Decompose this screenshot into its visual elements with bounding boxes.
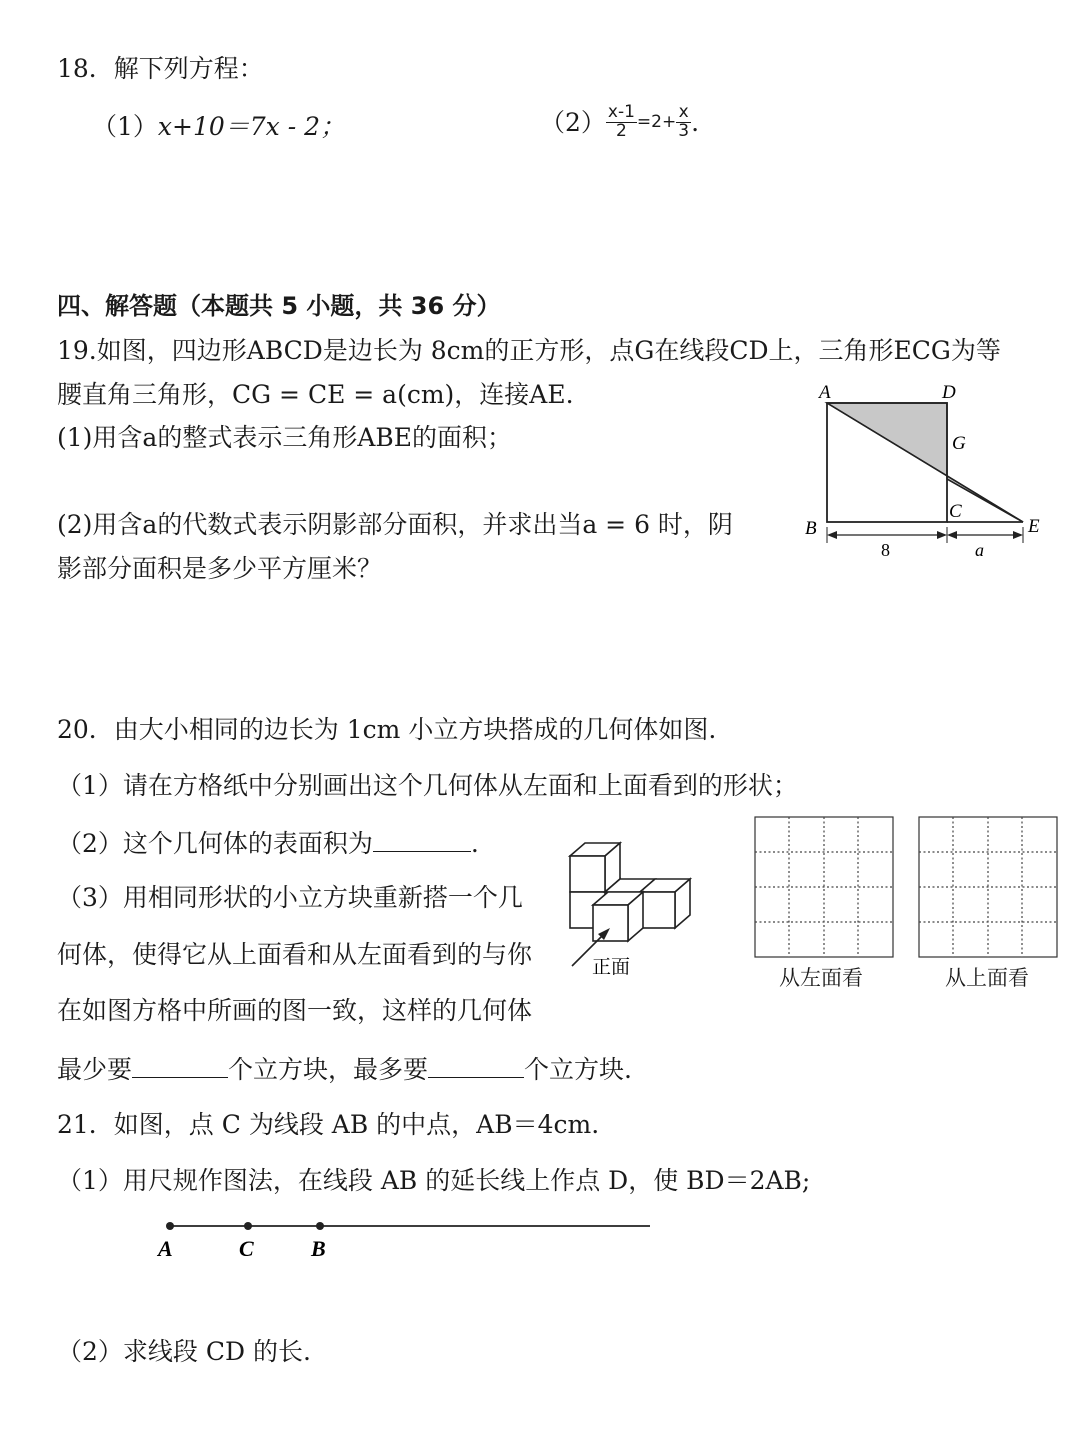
q20-cube-figure [560, 838, 705, 983]
point-label-c: C [949, 501, 962, 522]
q18-part2-label: （2） [540, 107, 606, 137]
q18-part2-period: . [691, 107, 700, 137]
q21-part1: （1）用尺规作图法，在线段 AB 的延长线上作点 D，使 BD＝2AB; [57, 1166, 811, 1195]
fraction-x-over-3 [676, 104, 691, 141]
q20-part2-period: . [470, 829, 479, 858]
point-a [166, 1222, 174, 1230]
q18-part1-label: （1） [92, 112, 158, 141]
q18-part1 [92, 114, 345, 139]
point-label-b: B [311, 1236, 326, 1261]
answer-blank-surface-area[interactable] [373, 829, 471, 852]
dimension-label-bc: 8 [881, 540, 890, 560]
dimension-label-ce: a [975, 540, 984, 560]
q19-square-figure [795, 375, 1055, 565]
left-view-grid[interactable] [754, 816, 894, 958]
q18-part1-equation: x+10＝7x - 2； [157, 112, 346, 141]
fraction-x-minus-1-over-2 [606, 104, 637, 141]
q19-part2-line2: 影部分面积是多少平方厘米？ [57, 554, 383, 583]
arrow-head [1013, 531, 1023, 539]
q19-line1: 19.如图，四边形ABCD是边长为 8cm的正方形，点G在线段CD上，三角形ECG为等 [57, 336, 1001, 365]
q21-line1: 21．如图，点 C 为线段 AB 的中点，AB＝4cm. [57, 1110, 600, 1139]
q21-part2: （2）求线段 CD 的长. [57, 1337, 311, 1366]
fraction-numerator: x [676, 104, 691, 123]
point-label-b: B [805, 518, 817, 539]
point-label-d: D [942, 382, 956, 403]
answer-blank-min-cubes[interactable] [132, 1055, 228, 1078]
arrow-head [827, 531, 837, 539]
arrow-head [947, 531, 957, 539]
q20-max-label: 个立方块，最多要 [228, 1055, 429, 1084]
q20-min-label: 最少要 [57, 1055, 133, 1084]
q20-part3-line4 [57, 1055, 632, 1082]
q20-part2 [57, 829, 479, 856]
q18-part2-middle: =2+ [636, 111, 677, 132]
q19-part1: (1)用含a的整式表示三角形ABE的面积； [57, 423, 512, 452]
q18-title: 18．解下列方程： [57, 54, 264, 83]
fraction-numerator: x-1 [607, 102, 635, 122]
fraction-denominator: 2 [616, 120, 627, 141]
top-view-label: 从上面看 [945, 966, 1029, 990]
q20-part3-line3: 在如图方格中所画的图一致，这样的几何体 [57, 996, 533, 1025]
q20-part1: （1）请在方格纸中分别画出这个几何体从左面和上面看到的形状； [57, 771, 798, 800]
front-label: 正面 [592, 957, 631, 978]
point-label-a: A [819, 382, 831, 403]
answer-blank-max-cubes[interactable] [428, 1055, 524, 1078]
q20-part2-text: （2）这个几何体的表面积为 [57, 829, 373, 858]
q19-line2: 腰直角三角形，CG = CE = a(cm)，连接AE. [57, 380, 574, 409]
q21-segment-figure [150, 1212, 660, 1262]
point-b [316, 1222, 324, 1230]
arrow-head [937, 531, 947, 539]
top-view-grid[interactable] [918, 816, 1058, 958]
point-label-e: E [1028, 516, 1040, 537]
q20-end-label: 个立方块. [524, 1055, 632, 1084]
q20-part3-line2: 何体，使得它从上面看和从左面看到的与你 [57, 940, 533, 969]
section-4-title: 四、解答题（本题共 5 小题，共 36 分） [57, 292, 501, 320]
left-view-label: 从左面看 [779, 966, 863, 990]
point-label-a: A [158, 1236, 173, 1261]
q18-part2 [540, 104, 699, 141]
point-label-c: C [239, 1236, 254, 1261]
point-c [244, 1222, 252, 1230]
q19-part2-line1: (2)用含a的代数式表示阴影部分面积，并求出当a = 6 时，阴 [57, 510, 733, 539]
fraction-denominator: 3 [678, 120, 690, 141]
point-label-g: G [952, 433, 966, 454]
q20-line1: 20．由大小相同的边长为 1cm 小立方块搭成的几何体如图. [57, 715, 717, 744]
q20-part3-line1: （3）用相同形状的小立方块重新搭一个几 [57, 883, 523, 912]
